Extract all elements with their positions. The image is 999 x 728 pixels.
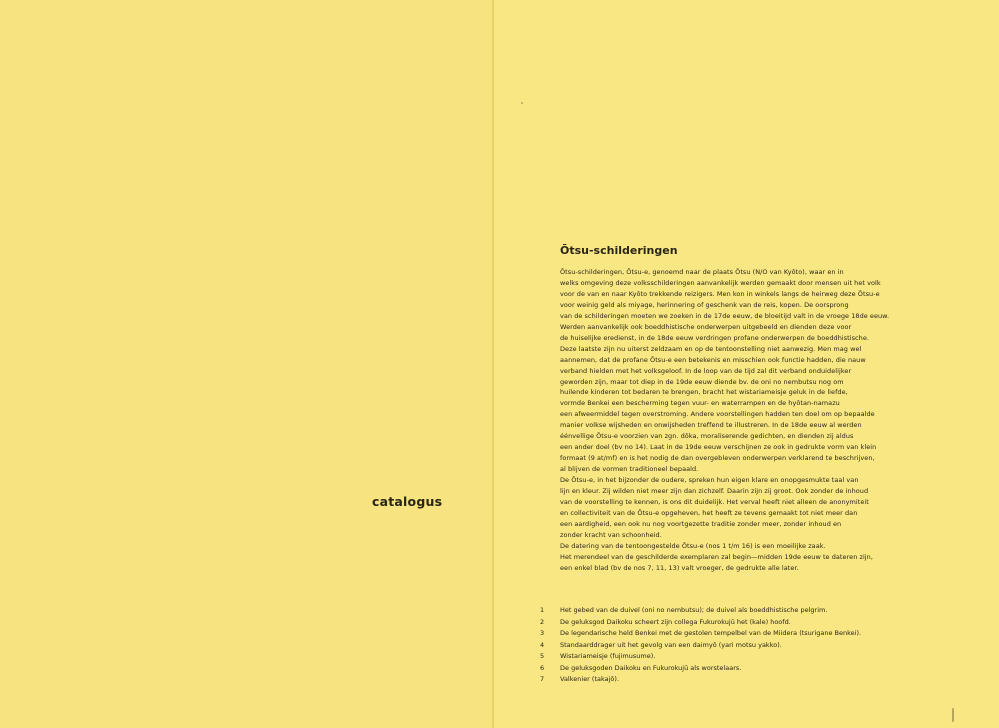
catalogue-entry (540, 640, 940, 652)
body-line: formaat (9 at/mf) en is het nodig de dan overgebleven onderwerpen verklarend te beschrijven, (560, 454, 875, 463)
entry-number: 2 (540, 617, 545, 626)
speck-mark (952, 708, 954, 722)
body-line: voor weinig geld als miyage, herinnering of geschenk van de reis, kopen. De oorsprong (560, 300, 849, 309)
body-paragraph (560, 267, 952, 574)
entry-text: De geluksgod Daikoku scheert zijn collega Fukurokujū het (kale) hoofd. (560, 617, 791, 626)
body-line: van de schilderingen moeten we zoeken in de 17de eeuw, de bloeitijd valt in de vroege 18de eeuw. (560, 311, 890, 320)
entry-number: 3 (540, 629, 545, 637)
body-line: een ander doel (bv no 14). Laat in de 19de eeuw verschijnen ze ook in gedrukte vorm van klein (560, 443, 877, 452)
body-line: aannemen, dat de profane Ōtsu-e een betekenis en misschien ook functie hadden, die nauw (560, 355, 866, 364)
body-line: huilende kinderen tot bedaren te brengen, bracht het wistariameisje geluk in de liefde, (560, 388, 848, 397)
catalogue-entry (540, 651, 940, 663)
body-line: al blijven de vormen traditioneel bepaald. (560, 465, 699, 474)
entry-number: 4 (540, 640, 545, 649)
body-line: verband hielden met het volksgeloof. In de loop van de tijd zal dit verband onduidelijker (560, 366, 852, 375)
body-line: lijn en kleur. Zij wilden niet meer zijn dan zichzelf. Daarin zijn zij groot. Ook zonder de inhoud (560, 487, 869, 496)
body-line: welks omgeving deze volksschilderingen aanvankelijk werden gemaakt door mensen uit het volk (560, 278, 881, 287)
body-line: van de voorstelling te kennen, is ons dit duidelijk. Het verval heeft niet alleen de anonymiteit (560, 498, 869, 507)
body-line: zonder kracht van schoonheid. (560, 530, 662, 539)
catalogue-entry (540, 628, 940, 640)
entry-number: 1 (540, 606, 545, 614)
body-line: Werden aanvankelijk ook boeddhistische onderwerpen uitgebeeld en dienden deze voor (560, 322, 852, 331)
body-line: vormde Benkei een bescherming tegen vuur- en waterrampen en de hyōtan-namazu (560, 399, 840, 408)
entry-number: 5 (540, 652, 545, 660)
body-line: Het merendeel van de geschilderde exemplaren zal begin—midden 19de eeuw te dateren zijn, (560, 552, 873, 561)
entry-number: 6 (540, 663, 545, 672)
entry-text: Standaarddrager uit het gevolg van een daimyō (yari motsu yakko). (560, 640, 782, 649)
body-line: voor de van en naar Kyōto trekkende reizigers. Men kon in winkels langs de heirweg deze Ōtsu-e (560, 289, 880, 298)
body-line: manier volkse wijsheden en onwijsheden treffend te illustreren. In de 18de eeuw al werden (560, 421, 862, 430)
entry-text: De legendarische held Benkei met de gestolen tempelbel van de Miidera (tsurigane Benkei). (560, 629, 862, 637)
body-line: een afweermiddel tegen overstroming. Andere voorstellingen hadden ten doel om op bepaalde (560, 410, 875, 419)
catalogue-entry-list (540, 605, 940, 686)
body-line: een aardigheid, een ook nu nog voortgezette traditie zonder meer, zonder inhoud en (560, 519, 842, 528)
body-line: éénvellige Ōtsu-e voorzien van zgn. dōka, moraliserende gedichten, en dienden zij aldus (560, 432, 854, 441)
catalogue-entry (540, 617, 940, 629)
section-heading: Ōtsu-schilderingen (560, 244, 678, 257)
entry-text: De geluksgoden Daikoku en Fukurokujū als worstelaars. (560, 663, 742, 672)
body-line: De Ōtsu-e, in het bijzonder de oudere, spreken hun eigen klare en onopgesmukte taal van (560, 476, 859, 485)
left-page (0, 0, 494, 728)
entry-text: Het gebed van de duivel (oni no nembutsu); de duivel als boeddhistische pelgrim. (560, 606, 828, 614)
entry-text: Valkenier (takajō). (560, 675, 620, 683)
body-line: en collectiviteit van de Ōtsu-e opgeheven, het heeft ze tevens gemaakt tot niet meer dan (560, 508, 858, 517)
body-line: geworden zijn, maar tot diep in de 19de eeuw diende bv. de oni no nembutsu nog om (560, 377, 844, 386)
body-line: De datering van de tentoongestelde Ōtsu-e (nos 1 t/m 16) is een moeilijke zaak. (560, 541, 826, 550)
body-line: de huiselijke eredienst, in de 18de eeuw verdringen profane onderwerpen de boeddhistische. (560, 333, 870, 342)
catalogue-entry (540, 663, 940, 675)
body-line: Deze laatste zijn nu uiterst zeldzaam en op de tentoonstelling niet aanwezig. Men mag wel (560, 344, 862, 353)
body-line: een enkel blad (bv de nos 7, 11, 13) valt vroeger, de gedrukte alle later. (560, 563, 799, 572)
catalogue-entry (540, 674, 940, 686)
catalogue-entry (540, 605, 940, 617)
catalogus-label: catalogus (372, 494, 443, 509)
entry-text: Wistariameisje (fujimusume). (560, 652, 656, 660)
speck-mark (521, 102, 523, 104)
entry-number: 7 (540, 675, 545, 683)
body-line: Ōtsu-schilderingen, Ōtsu-e, genoemd naar de plaats Ōtsu (N/O van Kyōto), waar en in (560, 268, 844, 276)
